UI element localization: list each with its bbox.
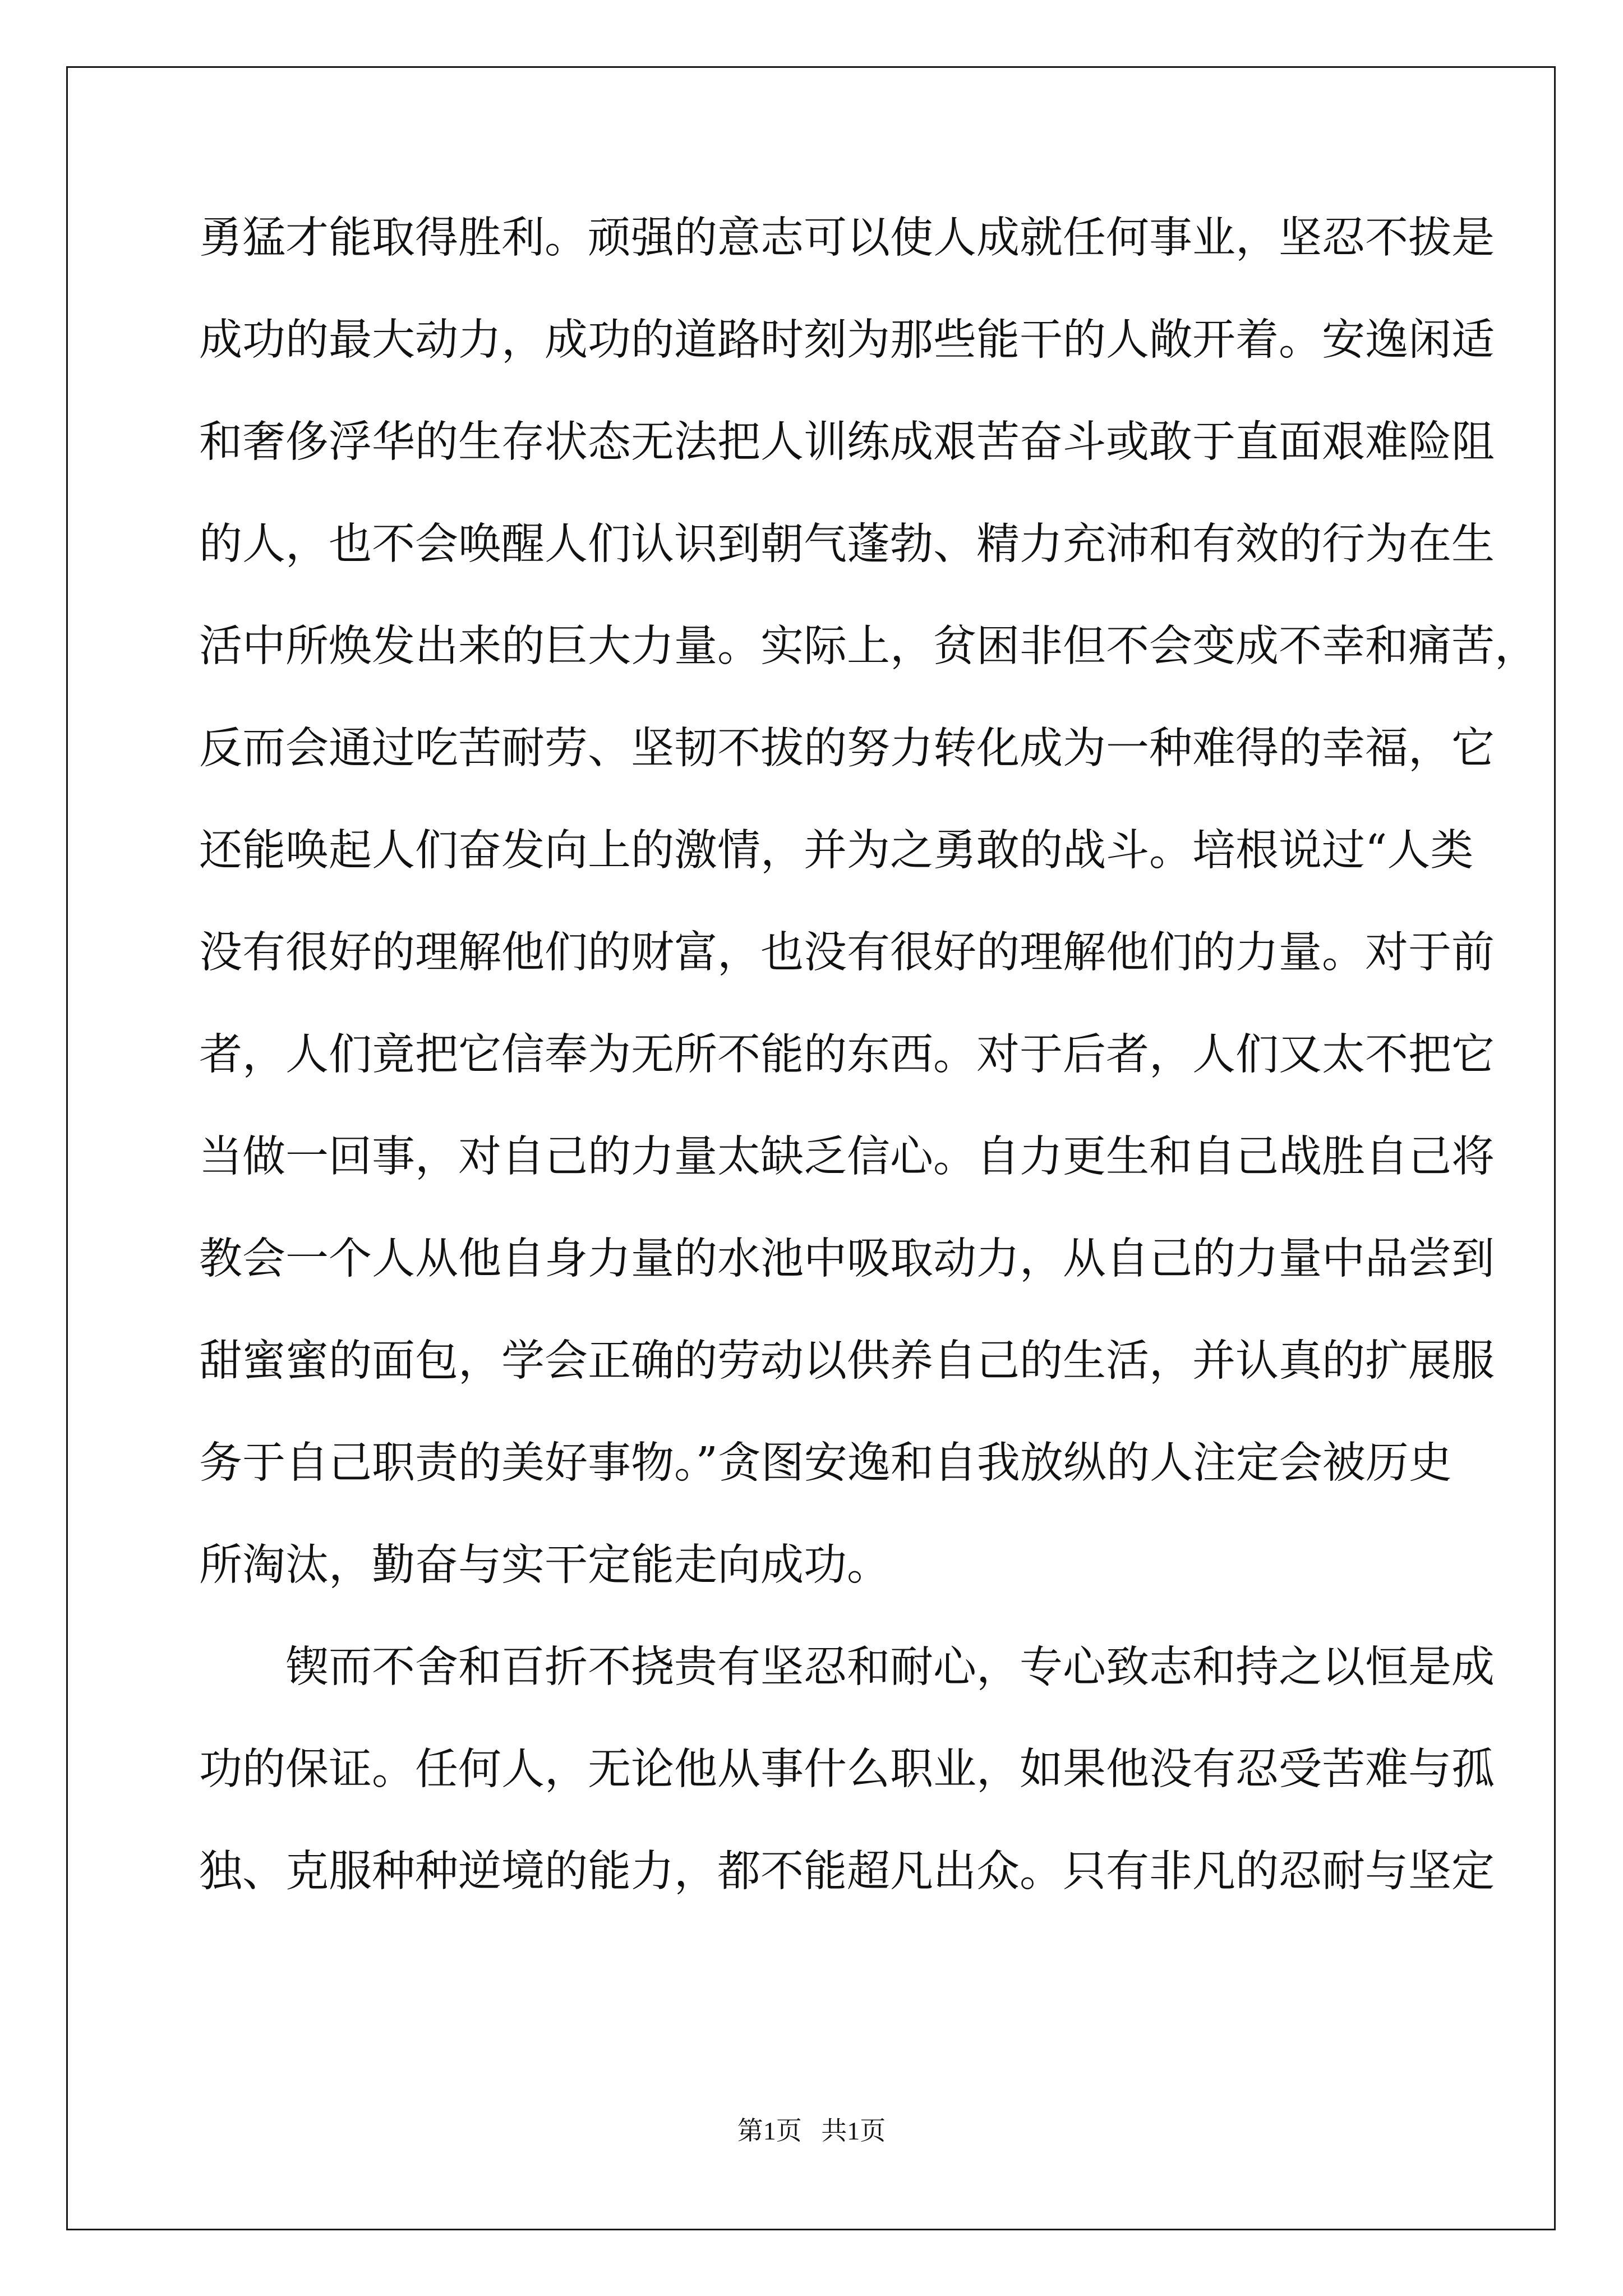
text-line: 甜蜜蜜的面包，学会正确的劳动以供养自己的生活，并认真的扩展服 <box>199 1336 1495 1386</box>
text-line: 没有很好的理解他们的财富，也没有很好的理解他们的力量。对于前 <box>199 928 1495 978</box>
text-line: 独、克服种种逆境的能力，都不能超凡出众。只有非凡的忍耐与坚定 <box>199 1847 1495 1897</box>
text-line: 反而会通过吃苦耐劳、坚韧不拔的努力转化成为一种难得的幸福，它 <box>199 724 1495 774</box>
text-line: 锲而不舍和百折不挠贵有坚忍和耐心，专心致志和持之以恒是成 <box>285 1642 1495 1692</box>
text-line: 教会一个人从他自身力量的水池中吸取动力，从自己的力量中品尝到 <box>199 1234 1495 1284</box>
text-line: 还能唤起人们奋发向上的激情，并为之勇敢的战斗。培根说过“人类 <box>199 826 1474 876</box>
text-line: 所淘汰，勤奋与实干定能走向成功。 <box>199 1540 890 1590</box>
text-line: 勇猛才能取得胜利。顽强的意志可以使人成就任何事业，坚忍不拔是 <box>199 213 1495 263</box>
paragraph <box>199 208 1538 1637</box>
text-line: 当做一回事，对自己的力量太缺乏信心。自力更生和自己战胜自己将 <box>199 1132 1495 1182</box>
text-line: 和奢侈浮华的生存状态无法把人训练成艰苦奋斗或敢于直面艰难险阻 <box>199 417 1495 467</box>
text-line: 务于自己职责的美好事物。”贪图安逸和自我放纵的人注定会被历史 <box>199 1438 1452 1488</box>
document-body <box>199 208 1538 1943</box>
text-line: 功的保证。任何人，无论他从事什么职业，如果他没有忍受苦难与孤 <box>199 1745 1495 1795</box>
page-footer: 第1页 共1页 <box>737 2116 886 2145</box>
paragraph <box>199 1637 1495 1943</box>
text-line: 的人，也不会唤醒人们认识到朝气蓬勃、精力充沛和有效的行为在生 <box>199 519 1495 569</box>
text-line: 成功的最大动力，成功的道路时刻为那些能干的人敞开着。安逸闲适 <box>199 315 1495 365</box>
text-line: 活中所焕发出来的巨大力量。实际上，贫困非但不会变成不幸和痛苦， <box>199 622 1538 671</box>
text-line: 者，人们竟把它信奉为无所不能的东西。对于后者，人们又太不把它 <box>199 1030 1495 1080</box>
